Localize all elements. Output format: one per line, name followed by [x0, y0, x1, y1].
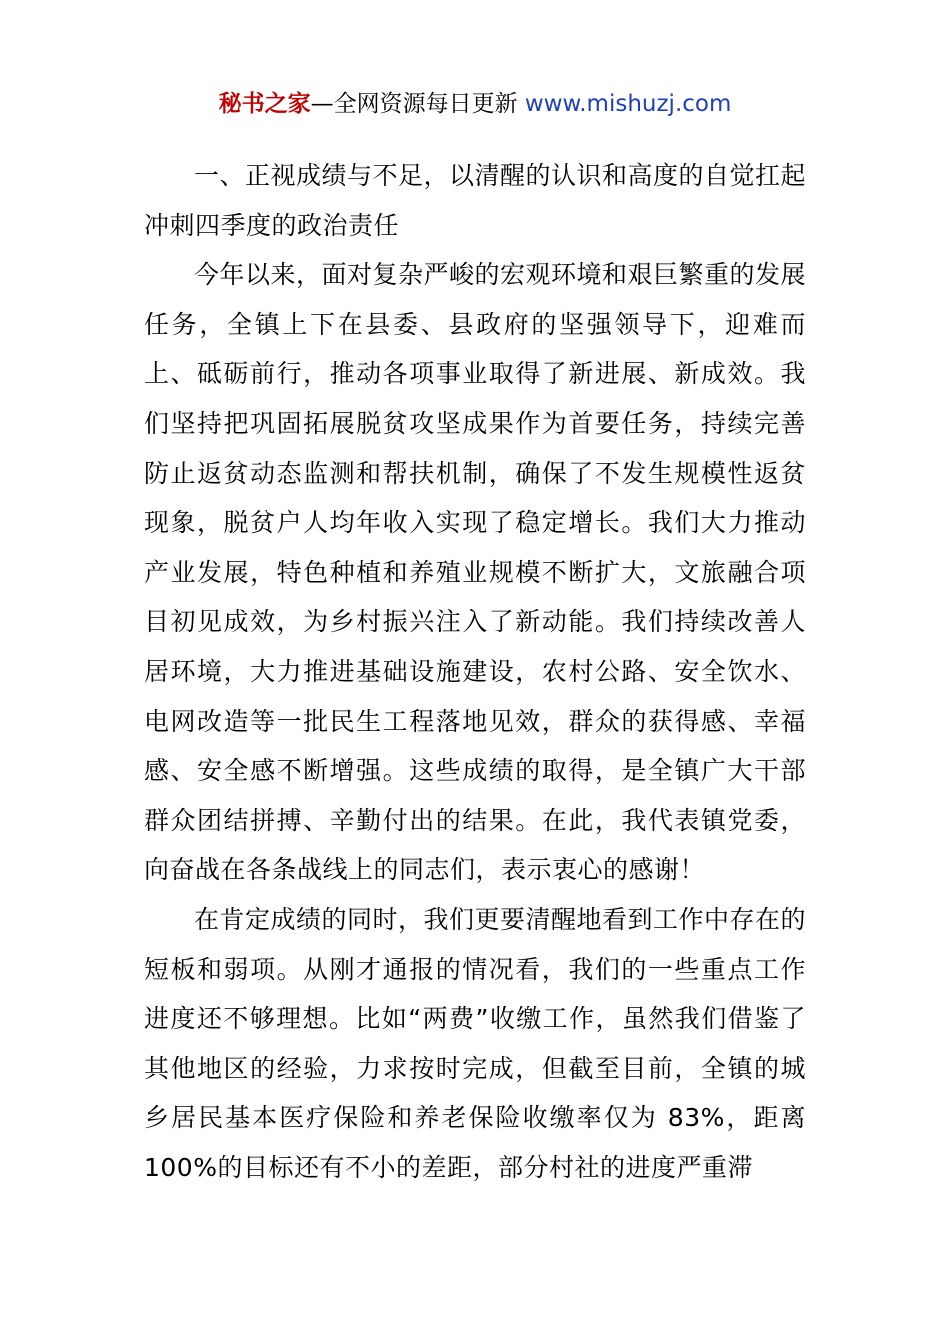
- site-header: [0, 88, 950, 120]
- body-paragraph: 在肯定成绩的同时，我们更要清醒地看到工作中存在的短板和弱项。从刚才通报的情况看，我们的一些重点工作进度还不够理想。比如“两费”收缴工作，虽然我们借鉴了其他地区的经验，力求按时完成，但截至目前，全镇的城乡居民基本医疗保险和养老保险收缴率仅为 83%，距离 100%的目标还有不小的差距，部分村社的进度严重滞: [144, 904, 807, 1182]
- document-body: [144, 151, 806, 1192]
- body-paragraph: 今年以来，面对复杂严峻的宏观环境和艰巨繁重的发展任务，全镇上下在县委、县政府的坚强领导下，迎难而上、砥砺前行，推动各项事业取得了新进展、新成效。我们坚持把巩固拓展脱贫攻坚成果作为首要任务，持续完善防止返贫动态监测和帮扶机制，确保了不发生规模性返贫现象，脱贫户人均年收入实现了稳定增长。我们大力推动产业发展，特色种植和养殖业规模不断扩大，文旅融合项目初见成效，为乡村振兴注入了新动能。我们持续改善人居环境，大力推进基础设施建设，农村公路、安全饮水、电网改造等一批民生工程落地见效，群众的获得感、幸福感、安全感不断增强。这些成绩的取得，是全镇广大干部群众团结拼搏、辛勤付出的结果。在此，我代表镇党委，向奋战在各条战线上的同志们，表示衷心的感谢！: [144, 260, 807, 885]
- site-url-link[interactable]: www.mishuzj.com: [524, 91, 732, 117]
- site-brand: 秘书之家: [218, 91, 311, 117]
- site-tagline: —全网资源每日更新: [310, 91, 525, 117]
- section-heading: 一、正视成绩与不足，以清醒的认识和高度的自觉扛起冲刺四季度的政治责任: [144, 161, 807, 240]
